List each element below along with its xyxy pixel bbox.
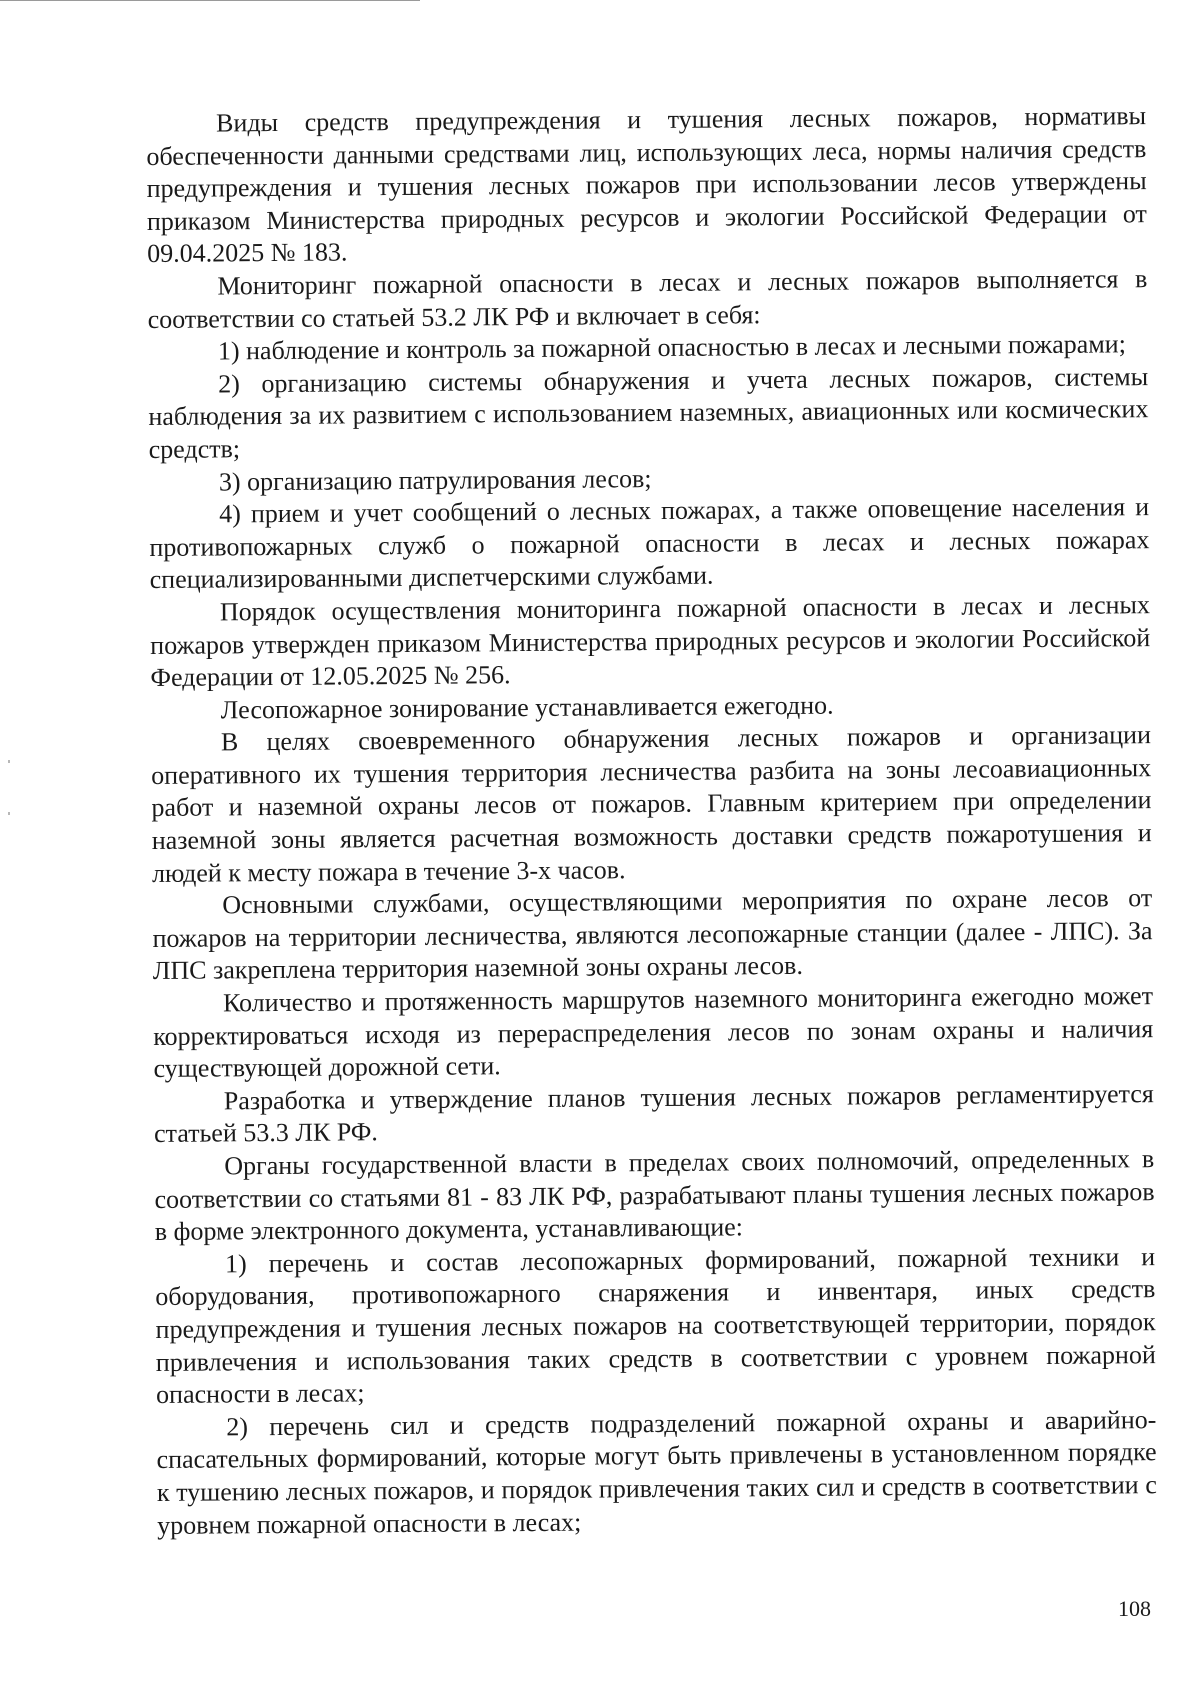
scan-speck [8, 812, 10, 815]
list-item: 1) наблюдение и контроль за пожарной опасностью в лесах и лесными пожарами; [217, 329, 1126, 366]
paragraph: В целях своевременного обнаружения лесных пожаров и организации оперативного их тушения территория лесничества разбита на зоны лесоавиационных работ и наземной охраны лесов от пожаров. Главным критерием при определении наземной зоны является расчетная возможность доставки средств пожаротушения и людей к месту пожара в течение 3-х часов. [151, 720, 1152, 888]
paragraph: Количество и протяженность маршрутов наземного мониторинга ежегодно может корректироваться исходя из перераспределения лесов по зонам охраны и наличия существующей дорожной сети. [153, 981, 1154, 1084]
document-body [146, 100, 1157, 1542]
list-item: 2) организацию системы обнаружения и учета лесных пожаров, системы наблюдения за их развитием с использованием наземных, авиационных или космических средств; [148, 361, 1149, 464]
paragraph: Порядок осуществления мониторинга пожарной опасности в лесах и лесных пожаров утвержден приказом Министерства природных ресурсов и экологии Российской Федерации от 12.05.2025 № 256. [150, 590, 1151, 693]
paragraph: Разработка и утверждение планов тушения лесных пожаров регламентируется статьей 53.3 ЛК РФ. [153, 1078, 1154, 1149]
paragraph: Виды средств предупреждения и тушения лесных пожаров, нормативы обеспеченности данными средствами лиц, использующих леса, нормы наличия средств предупреждения и тушения лесных пожаров при использовании лесов утверждены приказом Министерства природных ресурсов и экологии Российской Федерации от 09.04.2025 № 183. [146, 101, 1147, 269]
list-item: 1) перечень и состав лесопожарных формирований, пожарной техники и оборудования, противопожарного снаряжения и инвентаря, иных средств предупреждения и тушения лесных пожаров на соответствующей территории, порядок привлечения и использования таких средств в соответствии с уровнем пожарной опасности в лесах; [155, 1241, 1156, 1410]
scan-edge-line [0, 0, 420, 1]
paragraph: Органы государственной власти в пределах своих полномочий, определенных в соответствии со статьями 81 - 83 ЛК РФ, разрабатывают планы тушения лесных пожаров в форме электронного документа, устанавливающие: [154, 1144, 1155, 1247]
list-item: 2) перечень сил и средств подразделений пожарной охраны и аварийно-спасательных формирований, которые могут быть привлечены в установленном порядке к тушению лесных пожаров, и порядок привлечения таких сил и средств в соответствии с уровнем пожарной опасности в лесах; [156, 1404, 1157, 1540]
scan-speck [8, 760, 10, 763]
paragraph: Основными службами, осуществляющими мероприятия по охране лесов от пожаров на территории лесничества, являются лесопожарные станции (далее - ЛПС). За ЛПС закреплена территория наземной зоны охраны лесов. [152, 883, 1153, 986]
paragraph: Лесопожарное зонирование устанавливается ежегодно. [220, 690, 834, 725]
list-item: 3) организацию патрулирования лесов; [218, 463, 652, 496]
page-number: 108 [1118, 1596, 1151, 1621]
list-item: 4) прием и учет сообщений о лесных пожарах, а также оповещение населения и противопожарных служб о пожарной опасности в лесах и лесных пожарах специализированными диспетчерскими службами. [149, 492, 1150, 595]
paragraph: Мониторинг пожарной опасности в лесах и лесных пожаров выполняется в соответствии со статьей 53.2 ЛК РФ и включает в себя: [147, 264, 1148, 334]
